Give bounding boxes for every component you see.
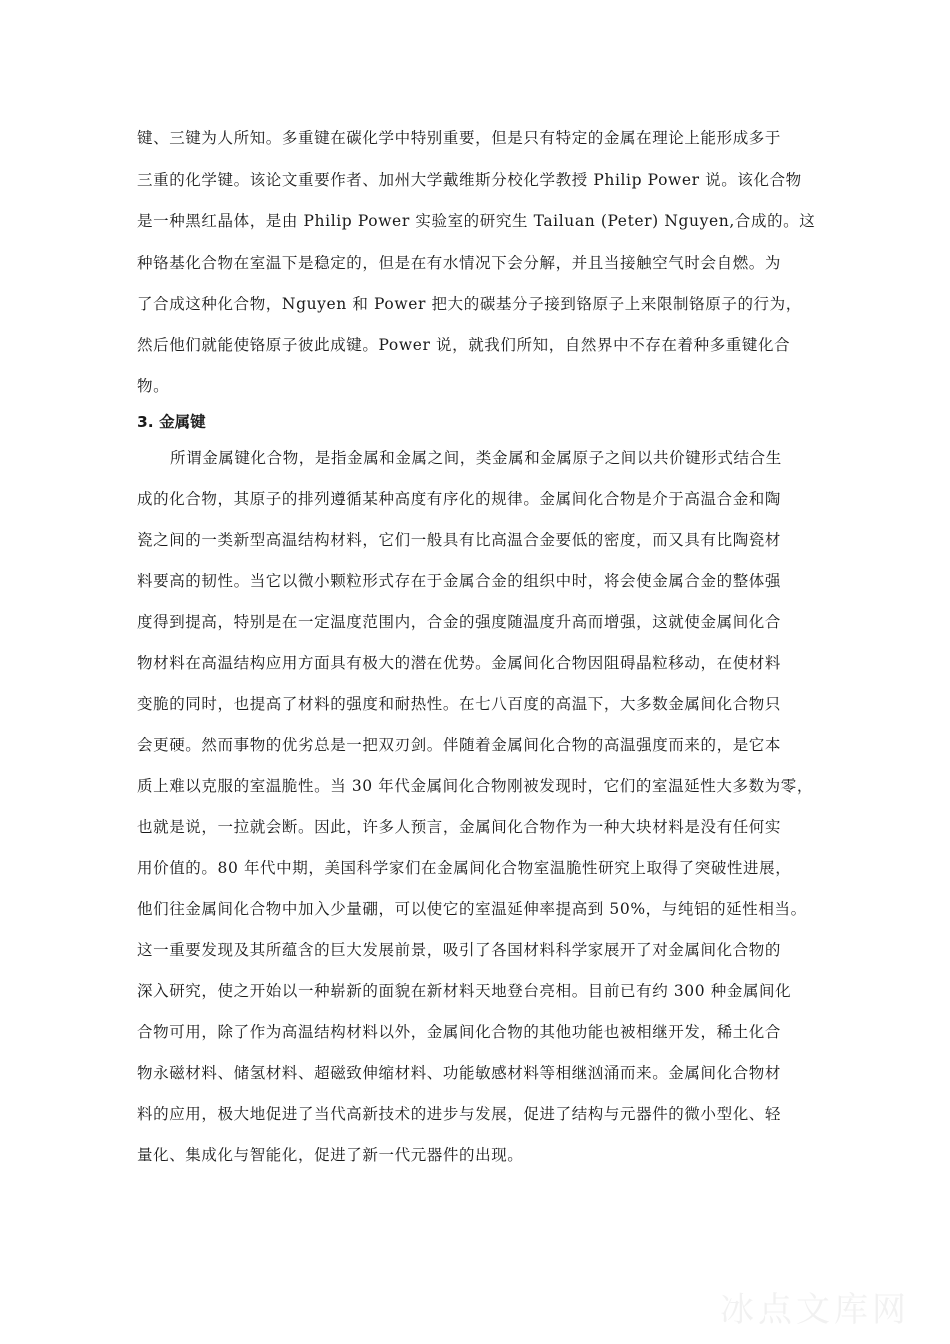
text-line: 深入研究，使之开始以一种崭新的面貌在新材料天地登台亮相。目前已有约 300 种金属间化 — [137, 982, 792, 1000]
watermark: 冰点文库网 — [720, 1290, 910, 1330]
text-line: 量化、集成化与智能化，促进了新一代元器件的出现。 — [137, 1146, 524, 1164]
section-heading: 3. 金属键 — [137, 413, 206, 431]
text-line: 三重的化学键。该论文重要作者、加州大学戴维斯分校化学教授 Philip Power 说。该化合物 — [137, 171, 802, 189]
text-line: 这一重要发现及其所蕴含的巨大发展前景，吸引了各国材料科学家展开了对金属间化合物的 — [137, 941, 782, 959]
text-line: 是一种黑红晶体，是由 Philip Power 实验室的研究生 Tailuan (Peter) Nguyen,合成的。这 — [137, 212, 816, 230]
text-line: 瓷之间的一类新型高温结构材料，它们一般具有比高温合金要低的密度，而又具有比陶瓷材 — [137, 531, 782, 549]
text-line: 键、三键为人所知。多重键在碳化学中特别重要，但是只有特定的金属在理论上能形成多于 — [137, 129, 782, 147]
text-line: 物永磁材料、储氢材料、超磁致伸缩材料、功能敏感材料等相继汹涌而来。金属间化合物材 — [137, 1064, 782, 1082]
text-line: 料要高的韧性。当它以微小颗粒形式存在于金属合金的组织中时，将会使金属合金的整体强 — [137, 572, 782, 590]
text-line: 质上难以克服的室温脆性。当 30 年代金属间化合物刚被发现时，它们的室温延性大多数为零， — [137, 777, 813, 795]
text-line: 也就是说，一拉就会断。因此，许多人预言，金属间化合物作为一种大块材料是没有任何实 — [137, 818, 782, 836]
text-line: 变脆的同时，也提高了材料的强度和耐热性。在七八百度的高温下，大多数金属间化合物只 — [137, 695, 782, 713]
text-line: 然后他们就能使铬原子彼此成键。Power 说，就我们所知，自然界中不存在着种多重键化合 — [137, 336, 791, 354]
text-line: 物材料在高温结构应用方面具有极大的潜在优势。金属间化合物因阻碍晶粒移动，在使材料 — [137, 654, 782, 672]
text-line: 他们往金属间化合物中加入少量硼，可以使它的室温延伸率提高到 50%，与纯铝的延性相当。 — [137, 900, 807, 918]
text-line: 用价值的。80 年代中期，美国科学家们在金属间化合物室温脆性研究上取得了突破性进展， — [137, 859, 792, 877]
text-line: 所谓金属键化合物，是指金属和金属之间，类金属和金属原子之间以共价键形式结合生 — [170, 449, 782, 467]
text-line: 成的化合物，其原子的排列遵循某种高度有序化的规律。金属间化合物是介于高温合金和陶 — [137, 490, 782, 508]
text-line: 度得到提高，特别是在一定温度范围内，合金的强度随温度升高而增强，这就使金属间化合 — [137, 613, 782, 631]
text-line: 了合成这种化合物，Nguyen 和 Power 把大的碳基分子接到铬原子上来限制铬原子的行为， — [137, 295, 802, 313]
text-line: 会更硬。然而事物的优劣总是一把双刃剑。伴随着金属间化合物的高温强度而来的，是它本 — [137, 736, 782, 754]
text-line: 种铬基化合物在室温下是稳定的，但是在有水情况下会分解，并且当接触空气时会自燃。为 — [137, 254, 782, 272]
text-line: 合物可用，除了作为高温结构材料以外，金属间化合物的其他功能也被相继开发，稀土化合 — [137, 1023, 782, 1041]
text-line: 物。 — [137, 377, 170, 395]
text-line: 料的应用，极大地促进了当代高新技术的进步与发展，促进了结构与元器件的微小型化、轻 — [137, 1105, 782, 1123]
